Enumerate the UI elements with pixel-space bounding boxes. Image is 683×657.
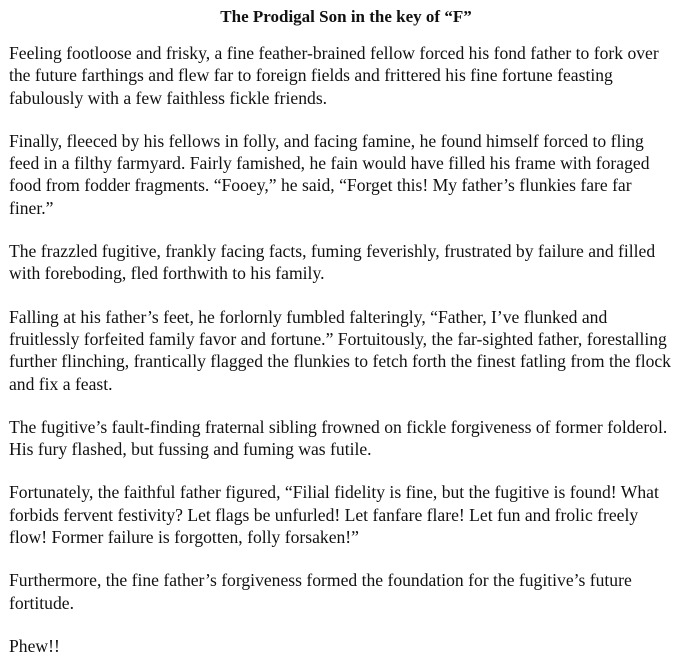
paragraph-4: Falling at his father’s feet, he forlornly fumbled falteringly, “Father, I’ve flunked and fruitlessly forfeited family favor and fortune.” Fortuitously, the far-sighted father, forestalling further flinching, frantically flagged the flunkies to fetch forth the finest fatling from the flock and fix a feast. [9, 306, 671, 394]
paragraph-3: The frazzled fugitive, frankly facing facts, fuming feverishly, frustrated by failure and filled with foreboding, fled forthwith to his family. [9, 241, 656, 284]
paragraph-6: Fortunately, the faithful father figured, “Filial fidelity is fine, but the fugitive is found! What forbids fervent festivity? Let flags be unfurled! Let fanfare flare! Let fun and frolic freely flow! Former failure is forgotten, folly forsaken!” [9, 482, 659, 548]
paragraph-8: Phew!! [9, 635, 60, 656]
paragraph-7: Furthermore, the fine father’s forgiveness formed the foundation for the fugitive’s future fortitude. [9, 570, 632, 613]
paragraph-2: Finally, fleeced by his fellows in folly, and facing famine, he found himself forced to fling feed in a filthy farmyard. Fairly famished, he fain would have filled his frame with foraged food from fodder fragments. “Fooey,” he said, “Forget this! My father’s flunkies fare far finer.” [9, 130, 650, 218]
paragraph-5: The fugitive’s fault-finding fraternal sibling frowned on fickle forgiveness of former folderol. His fury flashed, but fussing and fuming was futile. [9, 416, 668, 460]
paragraph-1: Feeling footloose and frisky, a fine feather-brained fellow forced his fond father to fork over the future farthings and flew far to foreign fields and frittered his fine fortune feasting fabulously with a few faithless fickle friends. [9, 43, 659, 108]
document-title: The Prodigal Son in the key of “F” [220, 7, 472, 26]
